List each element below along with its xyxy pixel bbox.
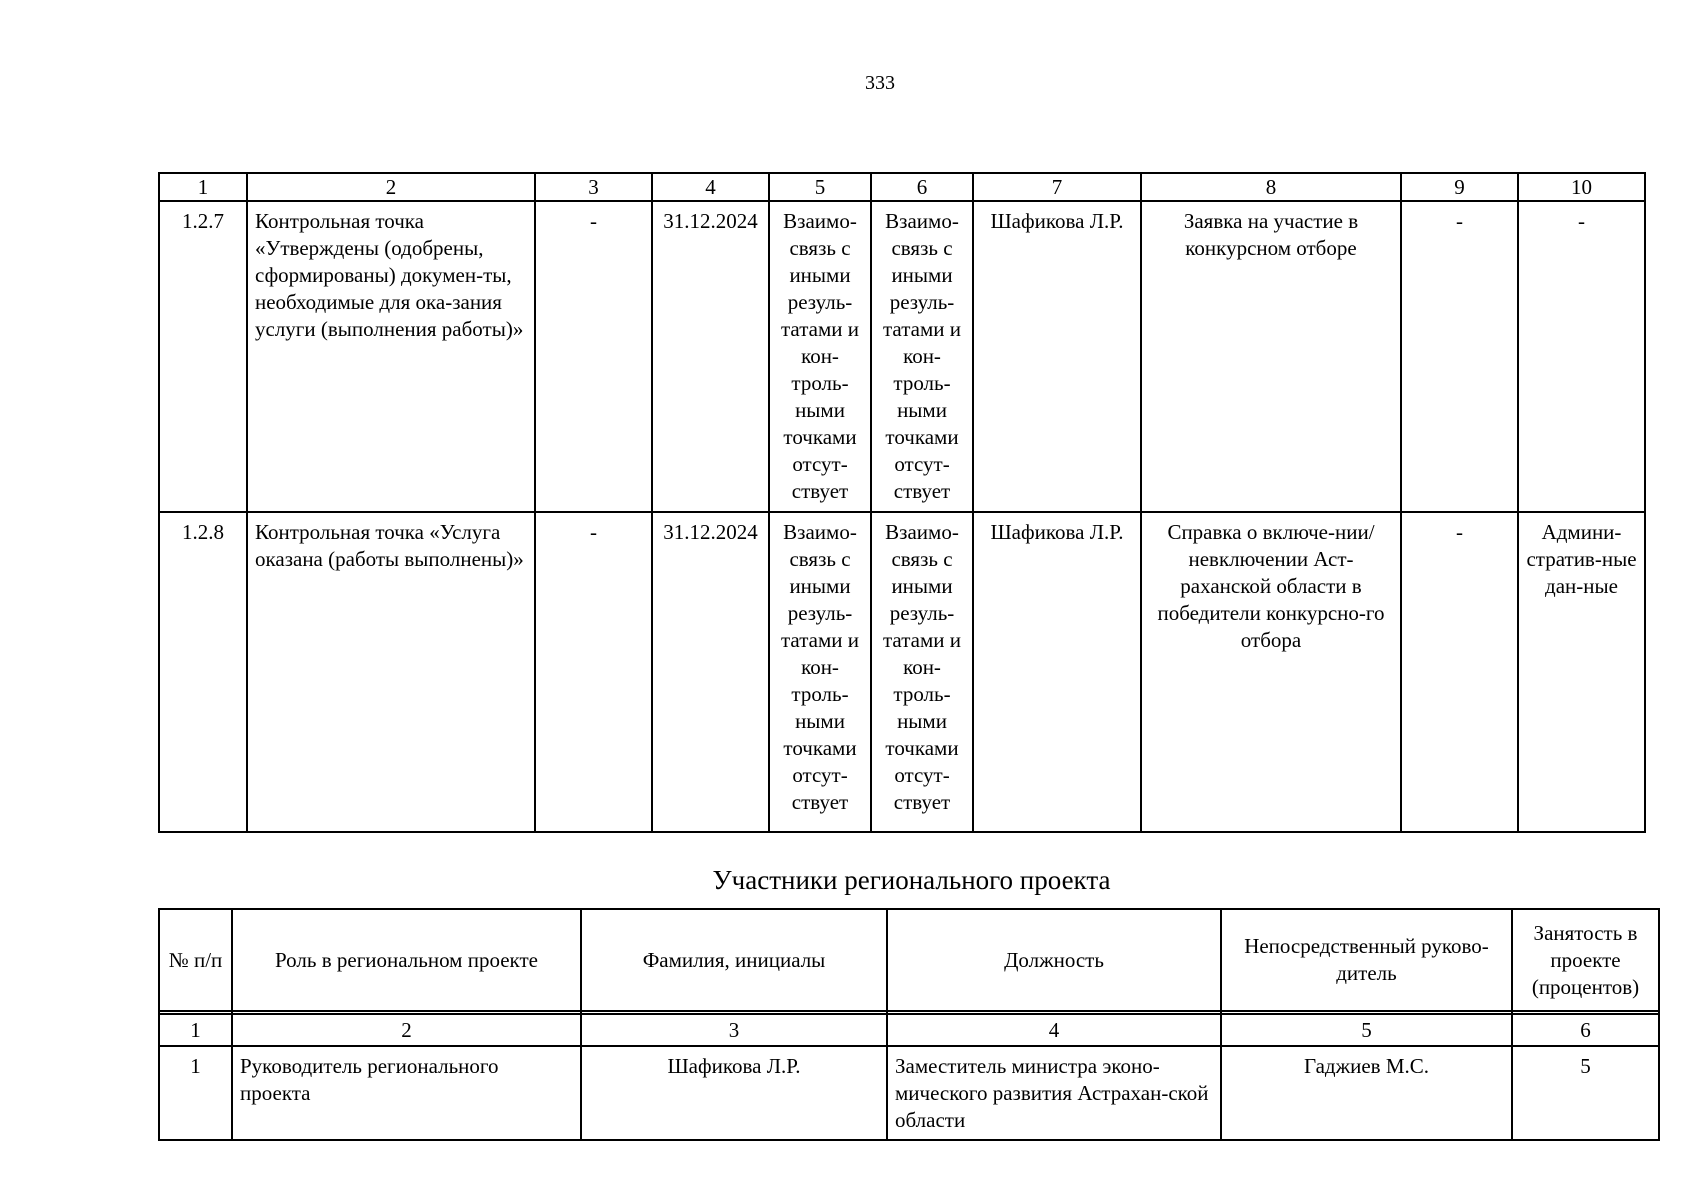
control-point-name: Контрольная точка «Утверждены (одобрены, сформированы) докумен-ты, необходимые для ока-зания услуги (выполнения работы)»: [247, 201, 535, 512]
control-point-date: 31.12.2024: [652, 201, 769, 512]
cell-col6: Взаимо-связь с иными резуль-татами и кон-троль-ными точками отсут-ствует: [871, 512, 973, 832]
control-point-name: Контрольная точка «Услуга оказана (работы выполнены)»: [247, 512, 535, 832]
column-number: 8: [1141, 173, 1401, 201]
row-number: 1: [159, 1046, 232, 1140]
column-number: 2: [247, 173, 535, 201]
cell-col9: -: [1401, 201, 1518, 512]
direct-manager: Гаджиев М.С.: [1221, 1046, 1512, 1140]
table-row: [159, 512, 1645, 832]
column-number: 4: [887, 1014, 1221, 1046]
column-number: 6: [1512, 1014, 1659, 1046]
column-number: 1: [159, 173, 247, 201]
cell-col10: -: [1518, 201, 1645, 512]
column-number: 4: [652, 173, 769, 201]
cell-col10: Админи-стратив-ные дан-ные: [1518, 512, 1645, 832]
column-header: Фамилия, инициалы: [581, 909, 887, 1011]
participant-name: Шафикова Л.Р.: [581, 1046, 887, 1140]
responsible-person: Шафикова Л.Р.: [973, 512, 1141, 832]
responsible-person: Шафикова Л.Р.: [973, 201, 1141, 512]
column-number: 1: [159, 1014, 232, 1046]
section-title: Участники регионального проекта: [712, 865, 1111, 895]
table-row: [159, 201, 1645, 512]
cell-col3: -: [535, 512, 652, 832]
participant-position: Заместитель министра эконо-мического развития Астрахан-ской области: [887, 1046, 1221, 1140]
column-header: Занятость в проекте (процентов): [1512, 909, 1659, 1011]
cell-col6: Взаимо-связь с иными резуль-татами и кон-троль-ными точками отсут-ствует: [871, 201, 973, 512]
cell-col9: -: [1401, 512, 1518, 832]
control-points-table: [158, 172, 1646, 833]
column-header: Непосредственный руково-дитель: [1221, 909, 1512, 1011]
table-row: [159, 1046, 1659, 1140]
page-number: 333: [865, 72, 895, 94]
column-number-row: [159, 173, 1645, 201]
column-header: № п/п: [159, 909, 232, 1011]
column-number: 7: [973, 173, 1141, 201]
column-number: 3: [535, 173, 652, 201]
document-type: Заявка на участие в конкурсном отборе: [1141, 201, 1401, 512]
column-number: 5: [1221, 1014, 1512, 1046]
control-point-date: 31.12.2024: [652, 512, 769, 832]
cell-col5: Взаимо-связь с иными резуль-татами и кон-троль-ными точками отсут-ствует: [769, 512, 871, 832]
column-number: 3: [581, 1014, 887, 1046]
cell-col5: Взаимо-связь с иными резуль-татами и кон-троль-ными точками отсут-ствует: [769, 201, 871, 512]
participants-table: [158, 908, 1660, 1141]
row-number: 1.2.7: [159, 201, 247, 512]
column-number: 2: [232, 1014, 581, 1046]
cell-col3: -: [535, 201, 652, 512]
column-number: 9: [1401, 173, 1518, 201]
participant-role: Руководитель регионального проекта: [232, 1046, 581, 1140]
column-number: 6: [871, 173, 973, 201]
document-type: Справка о включе-нии/невключении Аст-раханской области в победители конкурсно-го отбора: [1141, 512, 1401, 832]
employment-percent: 5: [1512, 1046, 1659, 1140]
header-row: [159, 909, 1659, 1011]
column-number: 10: [1518, 173, 1645, 201]
column-header: Должность: [887, 909, 1221, 1011]
column-number: 5: [769, 173, 871, 201]
column-number-row: [159, 1014, 1659, 1046]
column-header: Роль в региональном проекте: [232, 909, 581, 1011]
row-number: 1.2.8: [159, 512, 247, 832]
